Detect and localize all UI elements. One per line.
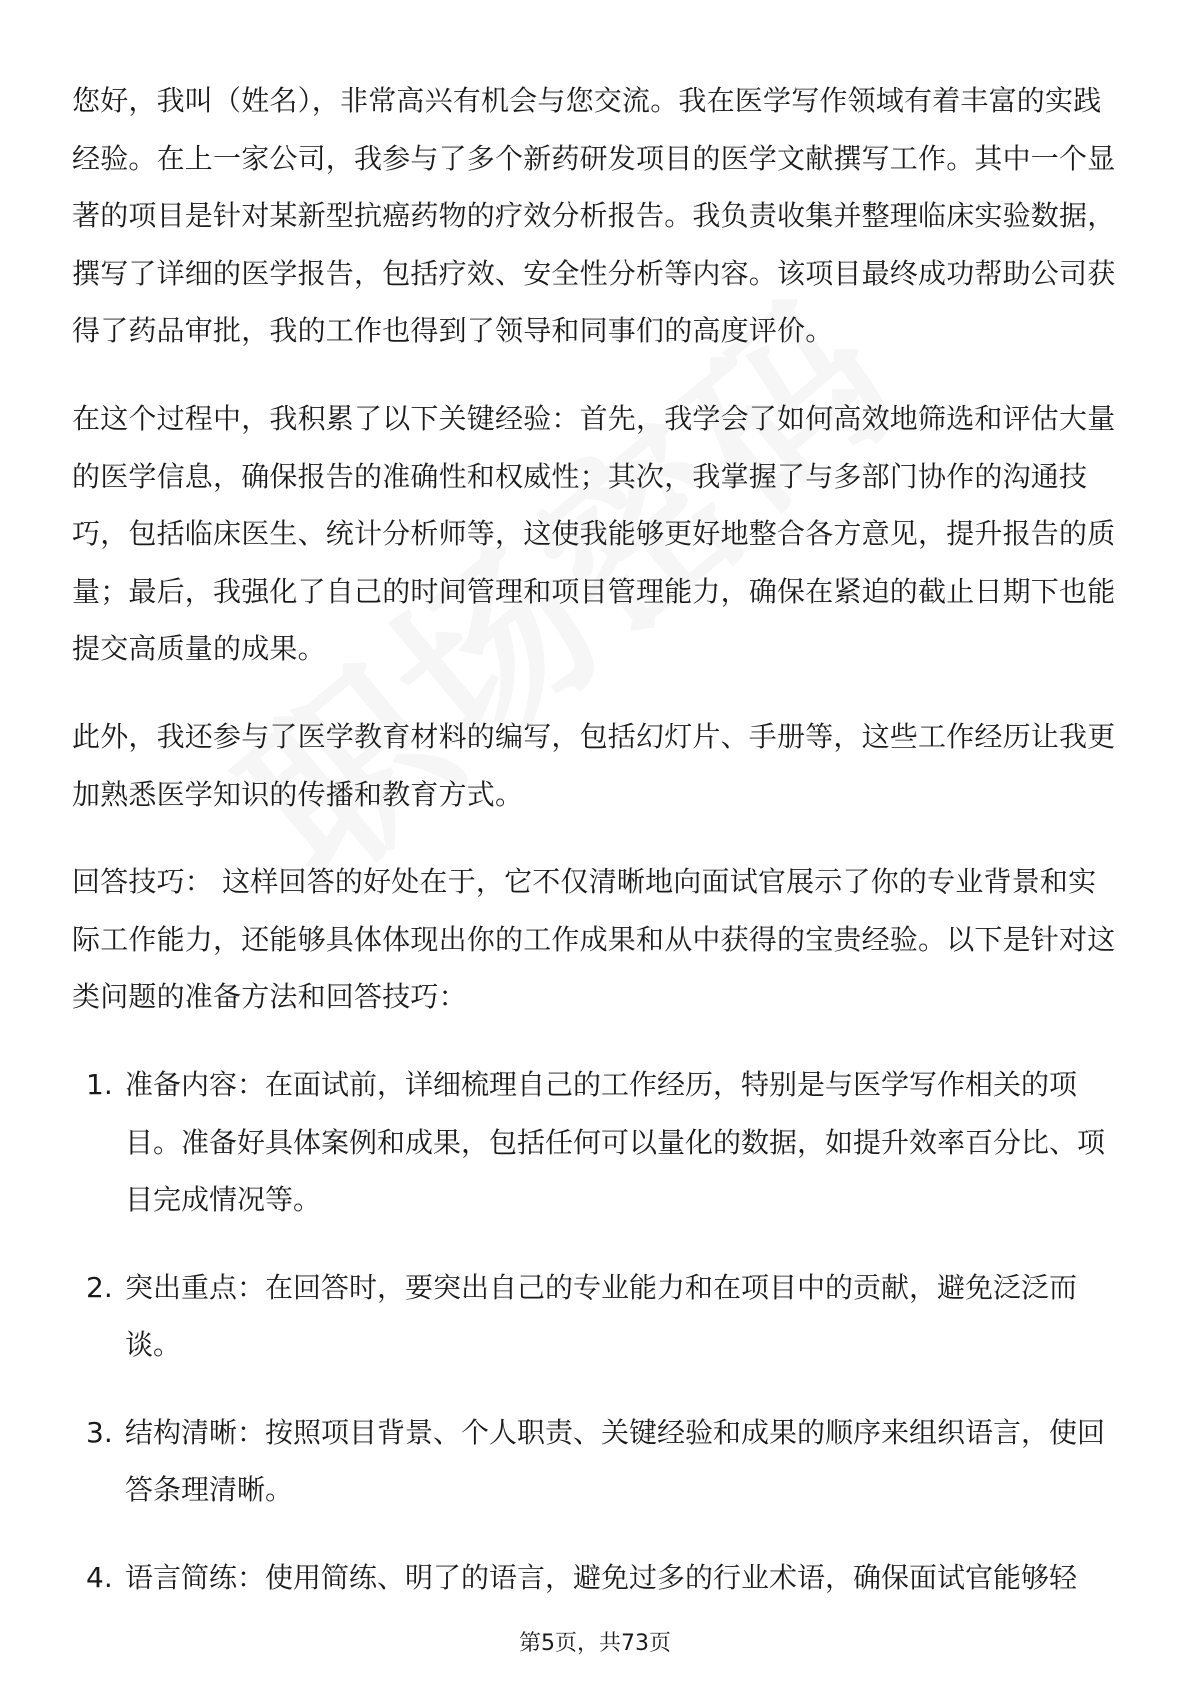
list-item: [72, 1404, 1122, 1519]
document-body: [72, 72, 1122, 1637]
paragraph-tips: 回答技巧： 这样回答的好处在于，它不仅清晰地向面试官展示了你的专业背景和实际工作能力，还能够具体体现出你的工作成果和从中获得的宝贵经验。以下是针对这类问题的准备方法和回答技巧：: [72, 865, 1116, 1014]
tips-list: [72, 1056, 1122, 1607]
list-number: 2.: [86, 1270, 113, 1304]
list-number: 3.: [86, 1415, 113, 1449]
list-item-text: 突出重点：在回答时，要突出自己的专业能力和在项目中的贡献，避免泛泛而谈。: [125, 1270, 1078, 1362]
page-footer: 第5页，共73页: [519, 1631, 671, 1656]
list-item-text: 准备内容：在面试前，详细梳理自己的工作经历，特别是与医学写作相关的项目。准备好具体案例和成果，包括任何可以量化的数据，如提升效率百分比、项目完成情况等。: [125, 1067, 1106, 1217]
paragraph-experience: 在这个过程中，我积累了以下关键经验：首先，我学会了如何高效地筛选和评估大量的医学信息，确保报告的准确性和权威性；其次，我掌握了与多部门协作的沟通技巧，包括临床医生、统计分析师等，这使我能够更好地整合各方意见，提升报告的质量；最后，我强化了自己的时间管理和项目管理能力，确保在紧迫的截止日期下也能提交高质量的成果。: [72, 401, 1116, 666]
list-item-text: 结构清晰：按照项目背景、个人职责、关键经验和成果的顺序来组织语言，使回答条理清晰。: [125, 1415, 1106, 1507]
list-item: [72, 1549, 1122, 1607]
paragraph-intro: 您好，我叫（姓名），非常高兴有机会与您交流。我在医学写作领域有着丰富的实践经验。在上一家公司，我参与了多个新药研发项目的医学文献撰写工作。其中一个显著的项目是针对某新型抗癌药物的疗效分析报告。我负责收集并整理临床实验数据，撰写了详细的医学报告，包括疗效、安全性分析等内容。该项目最终成功帮助公司获得了药品审批，我的工作也得到了领导和同事们的高度评价。: [72, 84, 1116, 348]
list-item: [72, 1259, 1122, 1374]
list-item-text: 语言简练：使用简练、明了的语言，避免过多的行业术语，确保面试官能够轻: [125, 1561, 1078, 1595]
list-item: [72, 1056, 1122, 1229]
list-number: 4.: [86, 1561, 113, 1595]
list-number: 1.: [86, 1067, 113, 1101]
paragraph-additional: 此外，我还参与了医学教育材料的编写，包括幻灯片、手册等，这些工作经历让我更加熟悉医学知识的传播和教育方式。: [72, 719, 1116, 811]
